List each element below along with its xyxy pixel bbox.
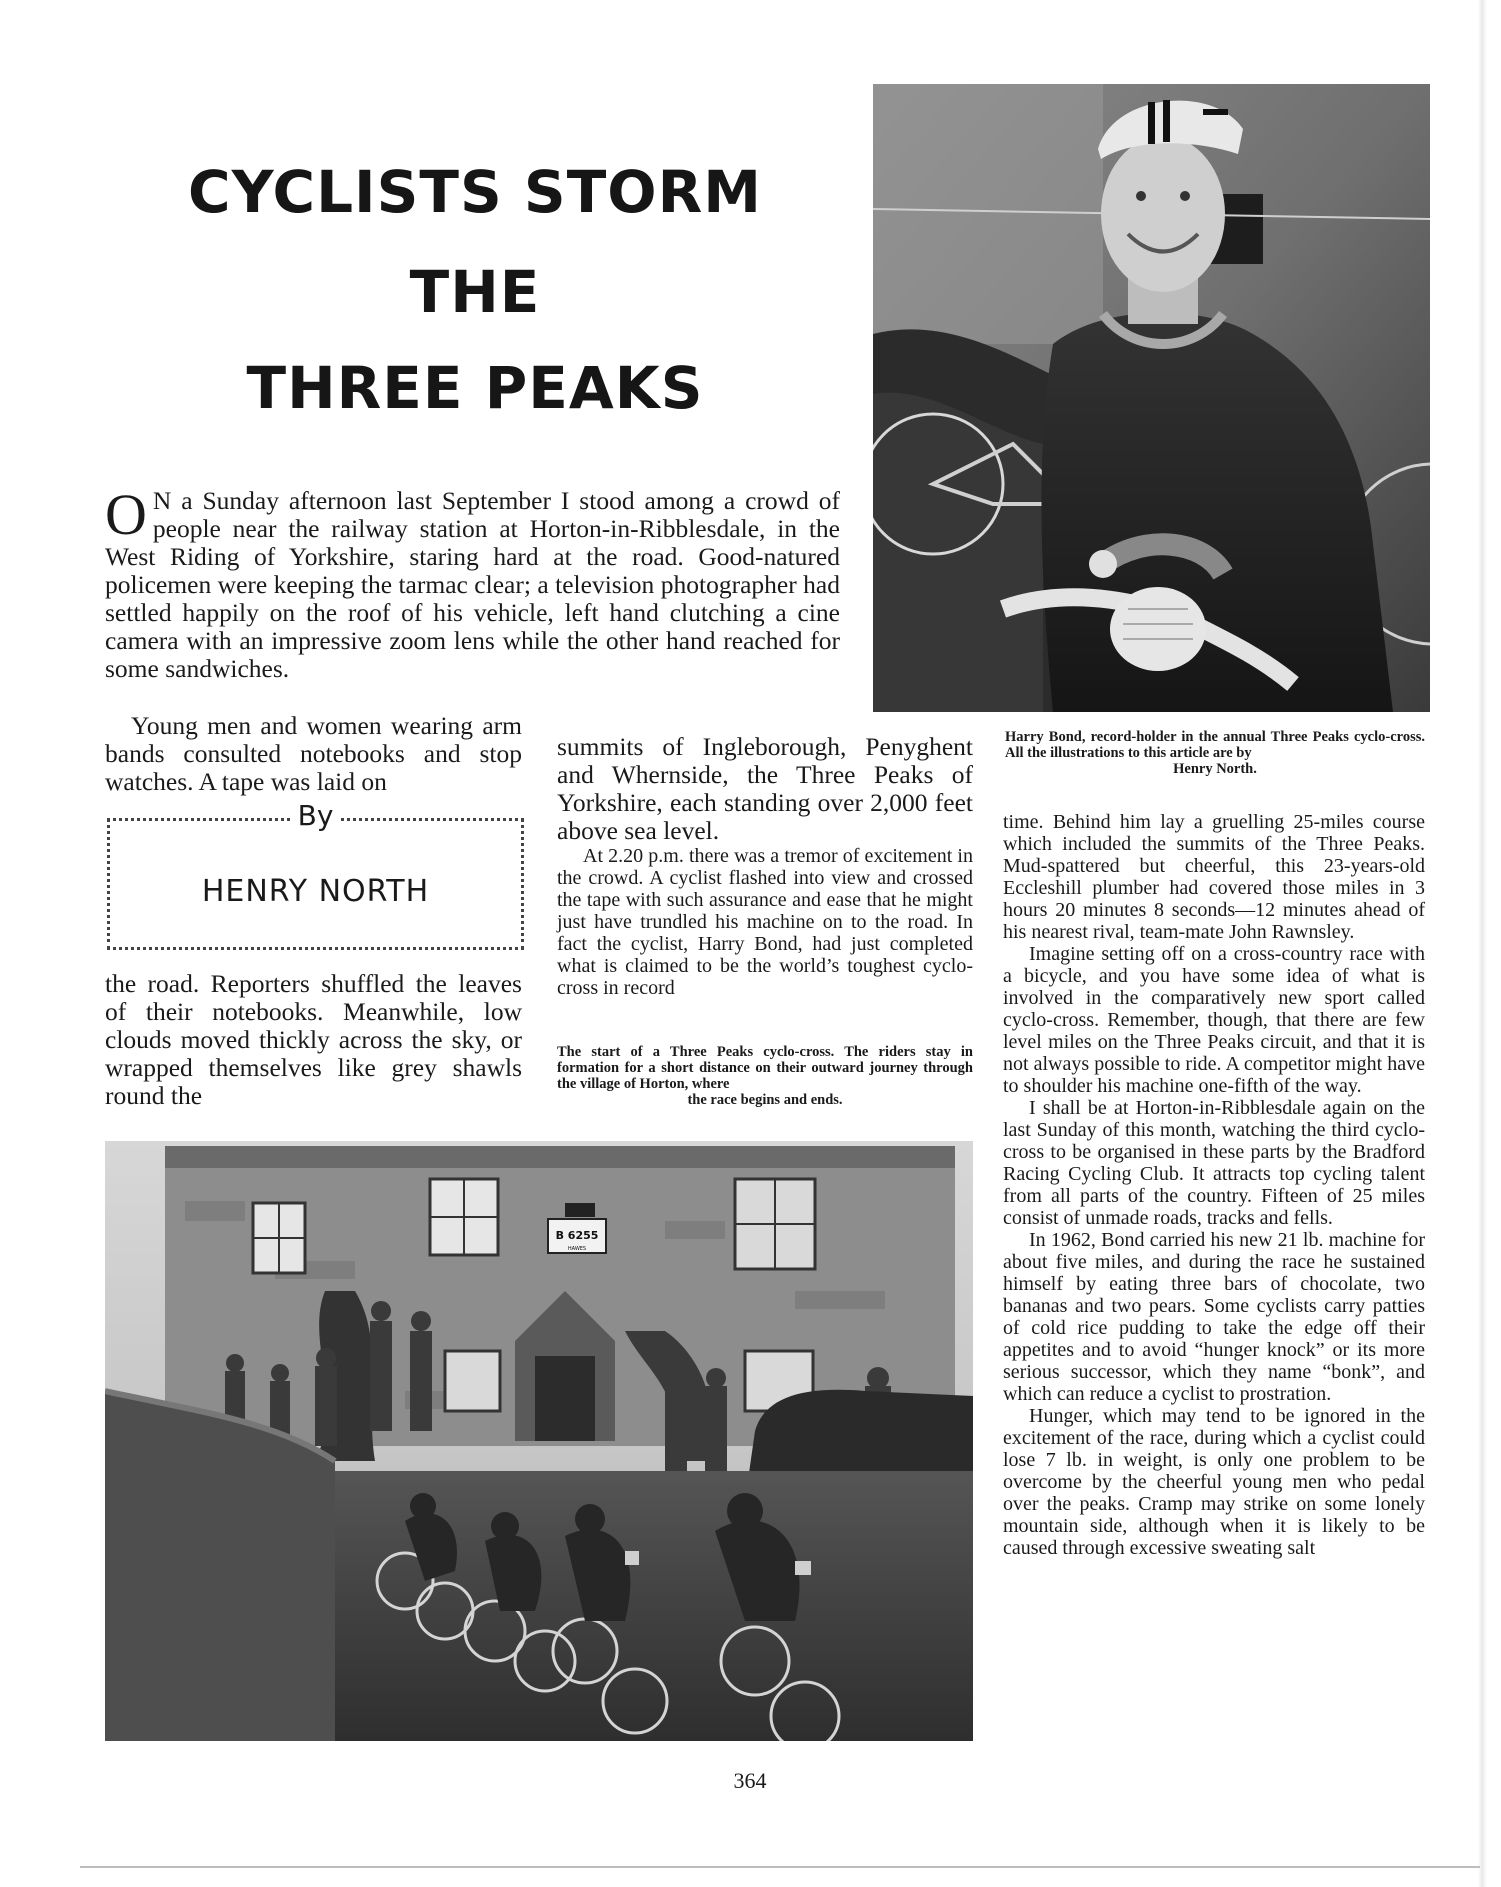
portrait-caption-credit: Henry North. <box>1173 761 1257 777</box>
portrait-caption-text: Harry Bond, record-holder in the annual Three Peaks cyclo-cross. All the illustrations to this article are by <box>1005 729 1425 761</box>
column-3-paragraph-5: Hunger, which may tend to be ignored in the excitement of the race, during which a cyclist could lose 7 lb. in weight, is only one problem to be overcome by the cheerful young men who pedal over the peaks. Cramp may strike on some lonely mountain side, although when it is likely to be caused through excessive sweating salt <box>1003 1405 1425 1559</box>
lead-paragraph <box>105 482 840 683</box>
column-3-paragraph-4: In 1962, Bond carried his new 21 lb. machine for about five miles, and during the race he sustained himself by eating three bars of chocolate, two bananas and two pears. Some cyclists carry patties of cold rice pudding to take the edge off their appetites and to avoid “hunger knock” or its more serious successor, which they name “bonk”, and which can reduce a cyclist to prostration. <box>1003 1229 1425 1405</box>
column-3-paragraph-2: Imagine setting off on a cross-country race with a bicycle, and you have some idea of what is involved in the comparatively new sport called cyclo-cross. Remember, though, that there are few level miles on the Three Peaks circuit, and that it is not always possible to ride. A competitor might have to shoulder his machine one-fifth of the way. <box>1003 943 1425 1097</box>
article-title-line-1: CYCLISTS STORM <box>188 158 762 226</box>
road-sign-destination: HAWES <box>567 1246 587 1252</box>
road-sign-number: B 6255 <box>555 1229 599 1242</box>
column-3 <box>1003 811 1425 1559</box>
article-title-line-2: THE <box>409 258 541 326</box>
column-2 <box>557 733 973 999</box>
byline-by-text: By <box>292 799 340 832</box>
lead-text: N a Sunday afternoon last September I stood among a crowd of people near the railway station at Horton-in-Ribblesdale, in the West Riding of Yorkshire, staring hard at the road. Good-natured policemen were keeping the tarmac clear; a television photographer had settled happily on the roof of his vehicle, left hand clutching a cine camera with an impressive zoom lens while the other hand reached for some sandwiches. <box>105 486 840 683</box>
race-caption <box>557 1044 973 1108</box>
byline-author: HENRY NORTH <box>201 874 430 909</box>
portrait-photo <box>873 84 1430 712</box>
article-title-line-3: THREE PEAKS <box>246 354 704 422</box>
race-photo <box>105 1141 973 1741</box>
column-1-paragraph-2: the road. Reporters shuffled the leaves of their notebooks. Meanwhile, low clouds moved thickly across the sky, or wrapped themselves like grey shawls round the <box>105 969 522 1110</box>
race-caption-end: the race begins and ends. <box>687 1092 843 1108</box>
portrait-caption <box>1005 729 1425 777</box>
column-3-paragraph-3: I shall be at Horton-in-Ribblesdale again on the last Sunday of this month, watching the third cyclo-cross to be organised in these parts by the Bradford Racing Cycling Club. It attracts top cycling talent from all parts of the country. Fifteen of 25 miles consist of unmade roads, tracks and fells. <box>1003 1097 1425 1229</box>
page-number: 364 <box>733 1768 767 1793</box>
column-1-bottom <box>105 970 522 1110</box>
bottom-rule <box>80 1866 1480 1868</box>
column-3-paragraph-1: time. Behind him lay a gruelling 25-miles course which included the summits of the Three Peaks. Mud-spattered but cheerful, this 23-years-old Eccleshill plumber had covered those miles in 3 hours 20 minutes 8 seconds—12 minutes ahead of his nearest rival, team-mate John Rawnsley. <box>1003 811 1425 943</box>
column-1-paragraph-1: Young men and women wearing arm bands consulted notebooks and stop watches. A tape was laid on <box>105 711 522 796</box>
byline-box <box>107 799 524 950</box>
column-1-top <box>105 712 522 796</box>
column-2-paragraph-2: At 2.20 p.m. there was a tremor of excitement in the crowd. A cyclist flashed into view and crossed the tape with such assurance and ease that he might just have trundled his machine on to the road. In fact the cyclist, Harry Bond, had just completed what is claimed to be the world’s toughest cyclo-cross in record <box>557 845 973 999</box>
race-caption-text: The start of a Three Peaks cyclo-cross. The riders stay in formation for a short distance on their outward journey through the village of Horton, where <box>557 1044 973 1092</box>
drop-cap: O <box>105 482 147 547</box>
byline-by <box>110 799 521 832</box>
column-2-paragraph-1: summits of Ingleborough, Penyghent and Whernside, the Three Peaks of Yorkshire, each standing over 2,000 feet above sea level. <box>557 732 973 845</box>
